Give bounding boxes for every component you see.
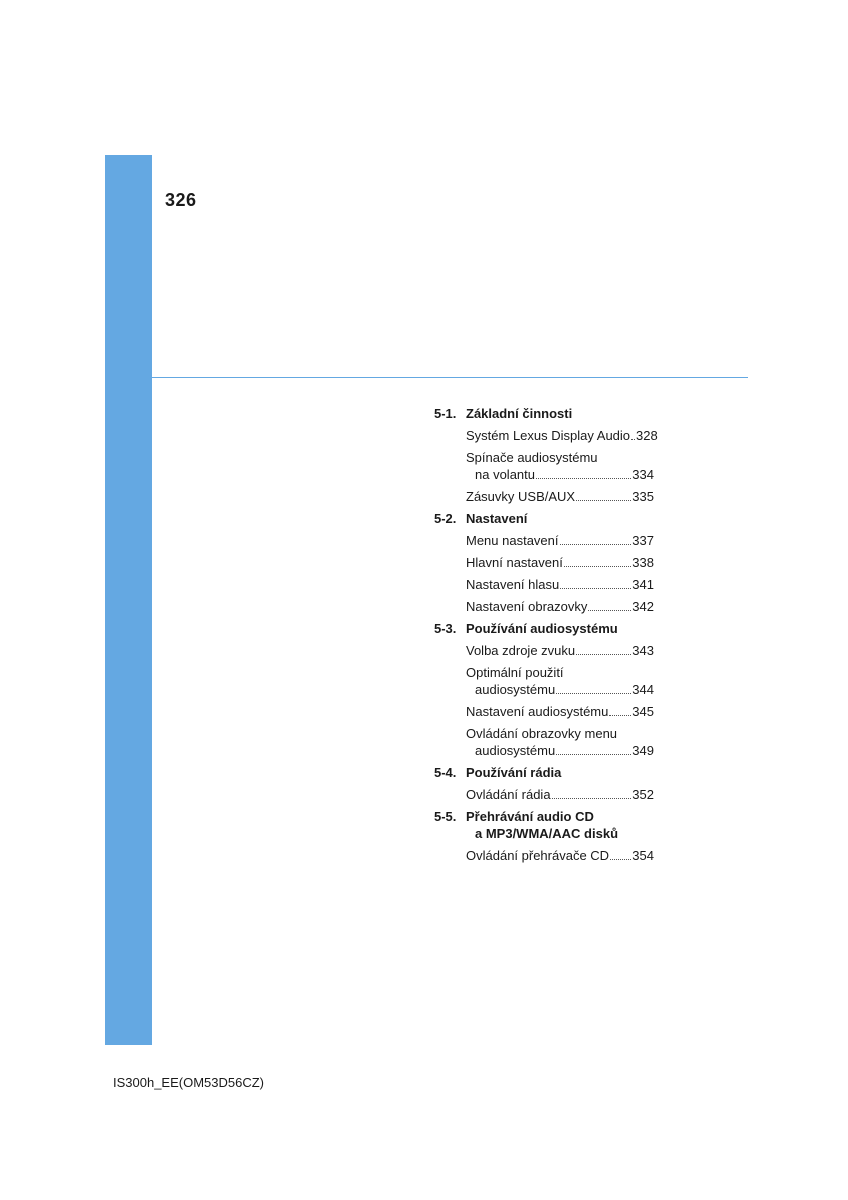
toc-section-heading[interactable]: [434, 405, 654, 422]
toc-section: [434, 510, 654, 615]
section-title-line: Nastavení: [466, 511, 528, 526]
entry-page-number: 349: [632, 743, 654, 758]
header-rule: [152, 377, 748, 378]
toc-entry[interactable]: [434, 532, 654, 549]
dot-leader: [560, 544, 632, 545]
toc-entry[interactable]: [434, 554, 654, 571]
entry-title-line: Spínače audiosystému: [466, 450, 598, 465]
page-number: 326: [165, 190, 197, 210]
section-title-line: a MP3/WMA/AAC disků: [475, 826, 619, 841]
entry-page-number: 341: [632, 577, 654, 592]
entry-title: Zásuvky USB/AUX: [466, 489, 576, 504]
dot-leader: [588, 610, 631, 611]
section-number: 5-2.: [434, 511, 457, 526]
entry-title: Hlavní nastavení: [466, 555, 563, 570]
entry-page-number: 354: [632, 848, 654, 863]
section-number: 5-1.: [434, 406, 457, 421]
dot-leader: [564, 566, 631, 567]
section-title: [466, 510, 654, 527]
entry-title: Ovládání přehrávače CD: [466, 848, 610, 863]
entry-title: Menu nastavení: [466, 533, 559, 548]
dot-leader: [610, 859, 631, 860]
entry-row: [466, 681, 654, 698]
dot-leader: [556, 754, 631, 755]
table-of-contents: [434, 405, 658, 869]
section-number: 5-3.: [434, 621, 457, 636]
dot-leader: [560, 588, 631, 589]
entry-row: [466, 847, 654, 864]
dot-leader: [536, 478, 631, 479]
entry-title: Nastavení obrazovky: [466, 599, 588, 614]
footer-code: IS300h_EE(OM53D56CZ): [113, 1075, 265, 1090]
dot-leader: [609, 715, 631, 716]
entry-page-number: 334: [632, 467, 654, 482]
section-title: [466, 764, 654, 781]
entry-row: [466, 786, 654, 803]
dot-leader: [576, 500, 631, 501]
toc-entry[interactable]: [434, 642, 654, 659]
entry-row: [466, 488, 654, 505]
toc-entry[interactable]: [434, 427, 658, 444]
entry-title-line: Ovládání obrazovky menu: [466, 726, 618, 741]
section-title-line: Používání audiosystému: [466, 621, 618, 636]
toc-entry[interactable]: [434, 847, 654, 864]
entry-row: [466, 742, 654, 759]
dot-leader: [552, 798, 632, 799]
entry-page-number: 344: [632, 682, 654, 697]
entry-row: [466, 554, 654, 571]
toc-entry[interactable]: [434, 786, 654, 803]
entry-row: [466, 642, 654, 659]
entry-title: audiosystému: [475, 682, 556, 697]
entry-title: audiosystému: [475, 743, 556, 758]
entry-page-number: 342: [632, 599, 654, 614]
toc-entry[interactable]: [434, 725, 654, 759]
dot-leader: [556, 693, 631, 694]
entry-page-number: 345: [632, 704, 654, 719]
entry-title: Volba zdroje zvuku: [466, 643, 576, 658]
entry-row: [466, 427, 658, 444]
section-title: [466, 620, 654, 637]
entry-title-line: Optimální použití: [466, 665, 564, 680]
entry-page-number: 328: [636, 428, 658, 443]
toc-entry[interactable]: [434, 576, 654, 593]
section-number: 5-4.: [434, 765, 457, 780]
dot-leader: [631, 439, 635, 440]
entry-row: [466, 598, 654, 615]
dot-leader: [576, 654, 631, 655]
entry-title: Ovládání rádia: [466, 787, 551, 802]
section-title: [466, 808, 654, 842]
toc-entry[interactable]: [434, 703, 654, 720]
toc-section-heading[interactable]: [434, 510, 654, 527]
section-title-line: Přehrávání audio CD: [466, 809, 594, 824]
entry-title: Systém Lexus Display Audio: [466, 428, 631, 443]
entry-page-number: 337: [632, 533, 654, 548]
toc-entry[interactable]: [434, 664, 654, 698]
entry-title: Nastavení audiosystému: [466, 704, 609, 719]
toc-section: [434, 405, 658, 505]
toc-section: [434, 620, 654, 759]
entry-row: [466, 466, 654, 483]
entry-page-number: 338: [632, 555, 654, 570]
entry-title: Nastavení hlasu: [466, 577, 560, 592]
chapter-side-bar: [105, 155, 152, 1045]
section-title: [466, 405, 654, 422]
toc-section: [434, 764, 654, 803]
toc-section-heading[interactable]: [434, 764, 654, 781]
section-title-line: Používání rádia: [466, 765, 562, 780]
entry-page-number: 352: [632, 787, 654, 802]
entry-title: na volantu: [475, 467, 535, 482]
section-number: 5-5.: [434, 809, 457, 824]
toc-section: [434, 808, 654, 864]
section-title-line: Základní činnosti: [466, 406, 573, 421]
entry-row: [466, 703, 654, 720]
entry-page-number: 335: [632, 489, 654, 504]
entry-row: [466, 532, 654, 549]
entry-page-number: 343: [632, 643, 654, 658]
toc-entry[interactable]: [434, 488, 654, 505]
entry-row: [466, 576, 654, 593]
toc-section-heading[interactable]: [434, 808, 654, 842]
toc-entry[interactable]: [434, 598, 654, 615]
toc-section-heading[interactable]: [434, 620, 654, 637]
toc-entry[interactable]: [434, 449, 654, 483]
